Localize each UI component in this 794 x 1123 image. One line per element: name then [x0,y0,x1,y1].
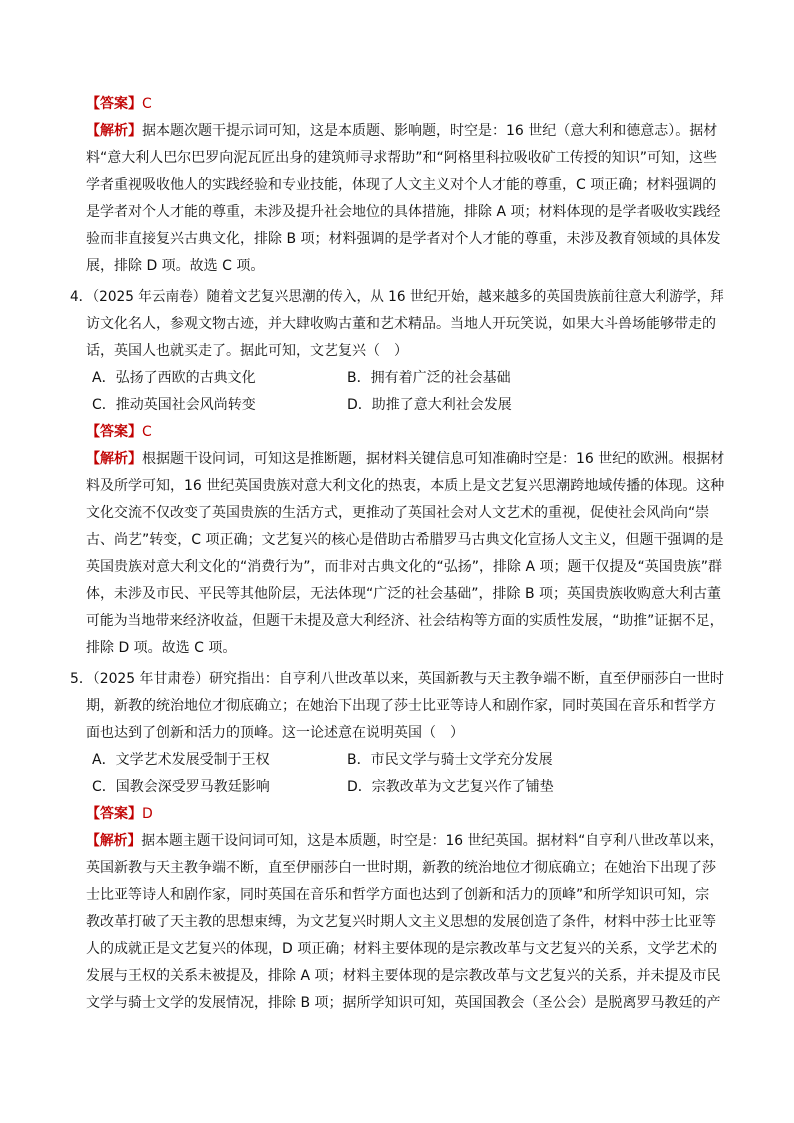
q4-stem-line-3: 话，英国人也就买走了。据此可知，文艺复兴（ ） [86,343,408,359]
answer-tag: 【答案】 [86,96,142,112]
q4-stem-line-2: 访文化名人，参观文物古迹，并大肆收购古董和艺术精品。当地人开玩笑说，如果大斗兽场能够带走的 [86,316,716,332]
q5-stem-line-1: 5．（2025 年甘肃卷）研究指出：自亨利八世改革以来，英国新教与天主教争端不断，直至伊丽莎白一世时 [70,671,724,687]
analysis-text: 根据题干设问词，可知这是推断题，据材料关键信息可知准确时空是：16 世纪的欧洲。根据材 [142,451,725,467]
q3-analysis-line-4: 是学者对个人才能的尊重，未涉及提升社会地位的具体措施，排除 A 项；材料体现的是学者吸收实践经 [86,204,721,220]
q4-analysis-line-1 [86,449,724,469]
q4-analysis-line-3: 文化交流不仅改变了英国贵族的生活方式，更推动了英国社会对人文艺术的重视，促使社会风尚向“崇 [86,505,710,521]
answer-tag: 【答案】 [86,424,142,440]
q5-analysis-line-2: 英国新教与天主教争端不断，直至伊丽莎白一世时期，新教的统治地位才彻底确立；在她治下出现了莎 [86,860,716,876]
q3-analysis-line-6: 展，排除 D 项。故选 C 项。 [86,258,265,274]
analysis-text: 据本题次题干提示词可知，这是本质题、影响题，时空是：16 世纪（意大利和德意志）。据材 [142,123,718,139]
answer-letter: C [142,96,152,112]
q4-option-d: D．助推了意大利社会发展 [347,397,512,413]
q4-option-a: A．弘扬了西欧的古典文化 [92,370,256,386]
q5-analysis-line-6: 发展与王权的关系未被提及，排除 A 项；材料主要体现的是宗教改革与文艺复兴的关系，并未提及市民 [86,968,721,984]
q5-option-a: A．文学艺术发展受制于王权 [92,752,270,768]
q5-option-d: D．宗教改革为文艺复兴作了铺垫 [347,779,554,795]
q5-analysis-line-5: 人的成就正是文艺复兴的体现，D 项正确；材料主要体现的是宗教改革与文艺复兴的关系，文学艺术的 [86,941,718,957]
q4-option-c: C．推动英国社会风尚转变 [92,397,256,413]
q4-analysis-line-6: 体，未涉及市民、平民等其他阶层，无法体现“广泛的社会基础”，排除 B 项；英国贵族收购意大利古董 [86,586,722,602]
q5-stem-line-2: 期，新教的统治地位才彻底确立；在她治下出现了莎士比亚等诗人和剧作家，同时英国在音乐和哲学方 [86,698,716,714]
q4-answer [86,422,152,442]
analysis-tag: 【解析】 [86,123,142,139]
q4-option-b: B．拥有着广泛的社会基础 [347,370,511,386]
q5-analysis-line-3: 士比亚等诗人和剧作家，同时英国在音乐和哲学方面也达到了创新和活力的顶峰”和所学知识可知，宗 [86,887,710,903]
q4-analysis-line-4: 古、尚艺”转变，C 项正确；文艺复兴的核心是借助古希腊罗马古典文化宣扬人文主义，但题干强调的是 [86,532,724,548]
q4-analysis-line-5: 英国贵族对意大利文化的“消费行为”，而非对古典文化的“弘扬”，排除 A 项；题干仅提及“英国贵族”群 [86,559,722,575]
q4-analysis-line-7: 可能为当地带来经济收益，但题干未提及意大利经济、社会结构等方面的实质性发展，“助推”证据不足， [86,613,724,629]
analysis-tag: 【解析】 [86,451,142,467]
analysis-text: 据本题主题干设问词可知，这是本质题，时空是：16 世纪英国。据材料“自亨利八世改革以来， [141,833,724,849]
q4-analysis-line-8: 排除 D 项。故选 C 项。 [86,640,237,656]
q3-analysis-line-1 [86,121,717,141]
q5-analysis-line-7: 文学与骑士文学的发展情况，排除 B 项；据所学知识可知，英国国教会（圣公会）是脱离罗马教廷的产 [86,995,721,1011]
q5-option-c: C．国教会深受罗马教廷影响 [92,779,270,795]
q5-option-b: B．市民文学与骑士文学充分发展 [347,752,553,768]
q5-stem-line-3: 面也达到了创新和活力的顶峰。这一论述意在说明英国（ ） [86,725,464,741]
q4-stem-line-1: 4．（2025 年云南卷）随着文艺复兴思潮的传入，从 16 世纪开始，越来越多的英国贵族前往意大利游学，拜 [70,289,724,305]
q4-analysis-line-2: 料及所学可知，16 世纪英国贵族对意大利文化的热衷，本质上是文艺复兴思潮跨地域传播的体现。这种 [86,478,725,494]
q5-answer [86,804,153,824]
answer-tag: 【答案】 [86,806,142,822]
q5-analysis-line-1 [86,831,724,851]
q3-analysis-line-5: 验而非直接复兴古典文化，排除 B 项；材料强调的是学者对个人才能的尊重，未涉及教育领域的具体发 [86,231,721,247]
answer-letter: C [142,424,152,440]
q3-analysis-line-2: 料“意大利人巴尔巴罗向泥瓦匠出身的建筑师寻求帮助”和“阿格里科拉吸收矿工传授的知识”可知，这些 [86,150,718,166]
q3-analysis-line-3: 学者重视吸收他人的实践经验和专业技能，体现了人文主义对个人才能的尊重，C 项正确；材料强调的 [86,177,717,193]
answer-letter: D [142,806,153,822]
q3-answer [86,94,152,114]
q5-analysis-line-4: 教改革打破了天主教的思想束缚，为文艺复兴时期人文主义思想的发展创造了条件，材料中莎士比亚等 [86,914,716,930]
analysis-tag: 【解析】 [86,833,142,849]
